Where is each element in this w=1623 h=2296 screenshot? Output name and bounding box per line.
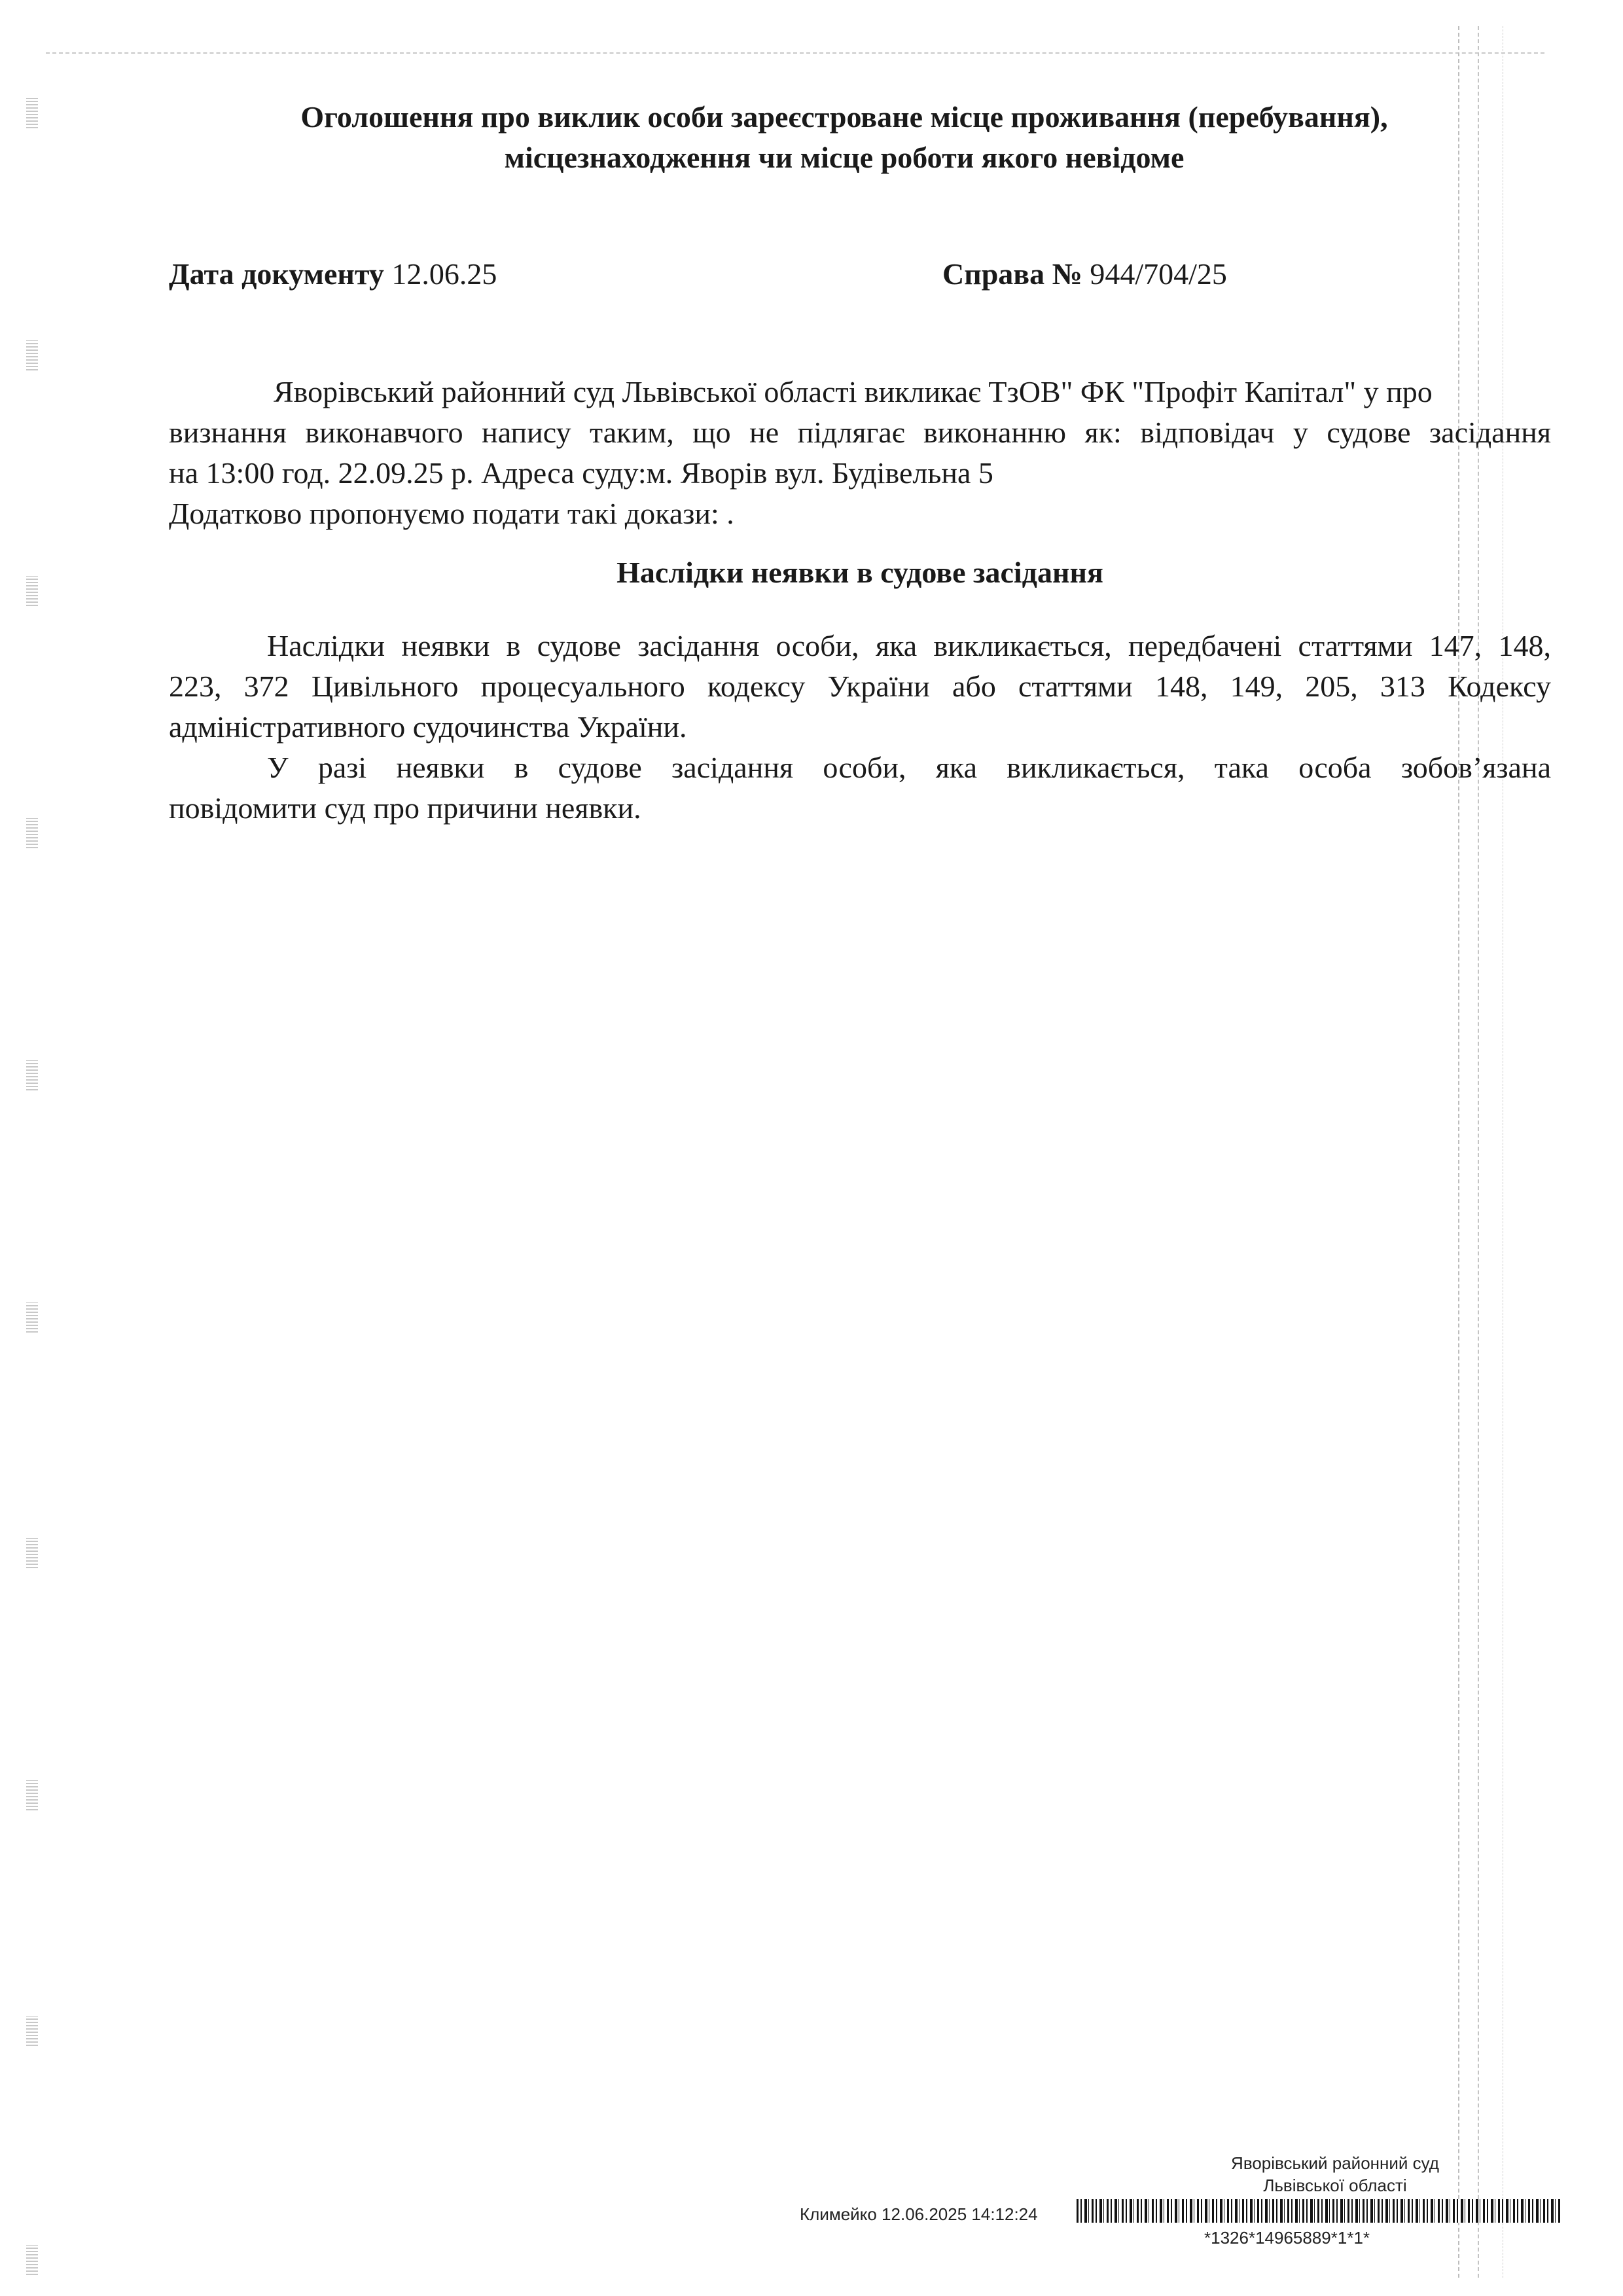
- scan-edge-line: [1478, 26, 1479, 2278]
- consequences-line: повідомити суд про причини неявки.: [169, 791, 641, 825]
- scan-punch-mark: [26, 1302, 38, 1333]
- consequences-paragraph: [169, 626, 1551, 829]
- summons-line: Яворівський районний суд Львівської області викликає ТзОВ" ФК "Профіт Капітал" у про: [274, 375, 1433, 408]
- summons-line: Додатково пропонуємо подати такі докази: .: [169, 497, 734, 530]
- consequences-line: У разі неявки в судове засідання особи, яка викликається, така особа зобов’язана: [267, 751, 1551, 784]
- consequences-heading: Наслідки неявки в судове засідання: [616, 556, 1103, 589]
- scan-punch-mark: [26, 2016, 38, 2046]
- consequences-line: 223, 372 Цивільного процесуального кодексу України або статтями 148, 149, 205, 313 Кодексу: [169, 670, 1551, 703]
- date-value: 12.06.25: [391, 257, 497, 291]
- scan-top-rule: [46, 52, 1544, 54]
- scan-punch-mark: [26, 1060, 38, 1090]
- court-stamp: [1178, 2152, 1492, 2197]
- date-label: Дата документу: [169, 257, 384, 291]
- court-stamp-line: Яворівський районний суд: [1231, 2153, 1439, 2173]
- case-number: [942, 257, 1227, 291]
- scan-punch-mark: [26, 2245, 38, 2275]
- document-date: [169, 257, 497, 291]
- scan-punch-mark: [26, 340, 38, 370]
- scan-punch-mark: [26, 818, 38, 848]
- case-value: 944/704/25: [1090, 257, 1227, 291]
- scan-punch-mark: [26, 98, 38, 128]
- summons-paragraph: [169, 372, 1551, 534]
- scan-punch-mark: [26, 1538, 38, 1568]
- consequences-line: адміністративного судочинства України.: [169, 710, 687, 744]
- scan-punch-mark: [26, 576, 38, 606]
- barcode: [1077, 2199, 1561, 2223]
- clerk-timestamp: Климейко 12.06.2025 14:12:24: [800, 2204, 1038, 2224]
- summons-line: на 13:00 год. 22.09.25 р. Адреса суду:м. Яворів вул. Будівельна 5: [169, 456, 993, 490]
- title-line: місцезнаходження чи місце роботи якого невідоме: [504, 141, 1185, 174]
- barcode-id: *1326*14965889*1*1*: [1204, 2228, 1370, 2248]
- title-line: Оголошення про виклик особи зареєстроване місце проживання (перебування),: [300, 100, 1388, 134]
- court-stamp-line: Львівської області: [1263, 2176, 1407, 2195]
- case-label: Справа №: [942, 257, 1082, 291]
- document-title: [216, 97, 1472, 178]
- consequences-line: Наслідки неявки в судове засідання особи, яка викликається, передбачені статтями 147, 148,: [267, 629, 1551, 662]
- summons-line: визнання виконавчого напису таким, що не підлягає виконанню як: відповідач у судове засідання: [169, 416, 1551, 449]
- scan-punch-mark: [26, 1780, 38, 1810]
- scan-edge-line: [1458, 26, 1459, 2278]
